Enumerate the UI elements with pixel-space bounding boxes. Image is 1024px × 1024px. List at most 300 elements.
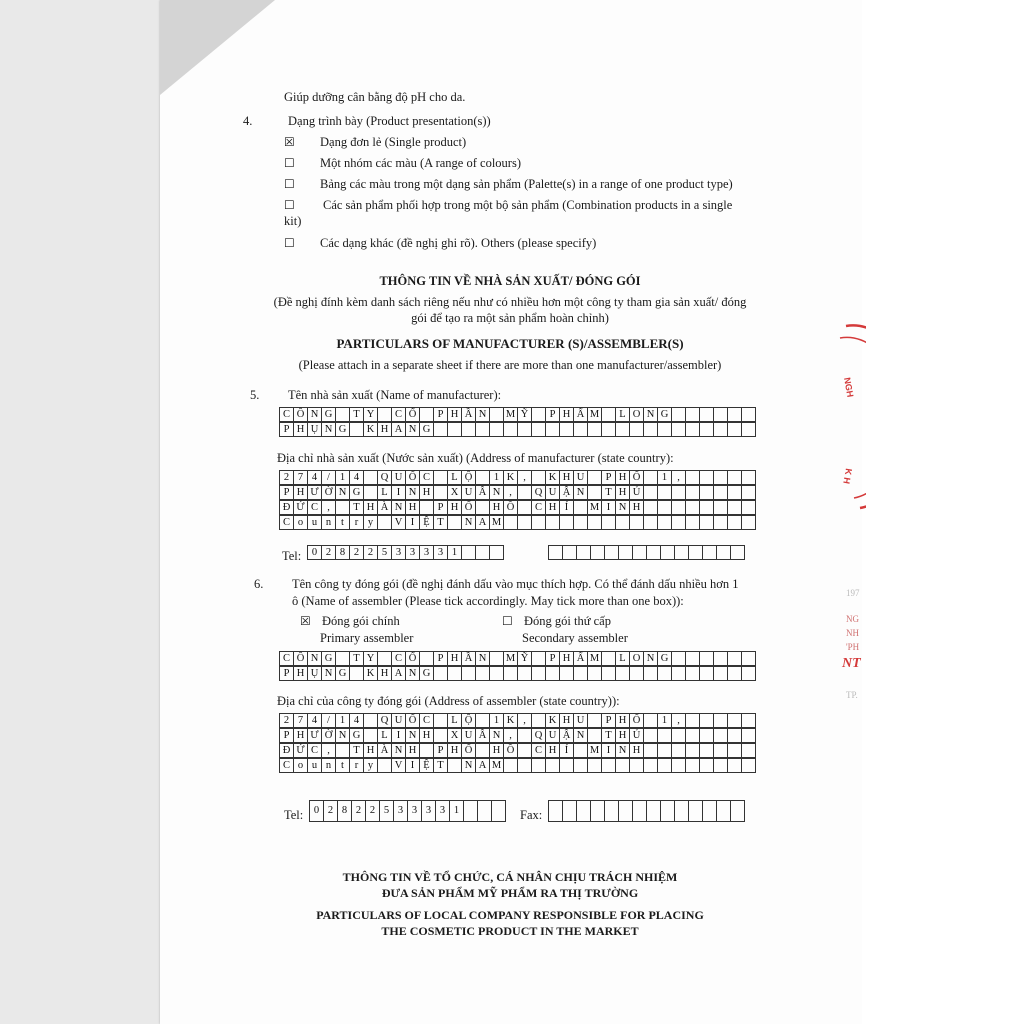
grid-cell <box>646 545 661 560</box>
grid-cell <box>517 500 532 515</box>
grid-cell: Ố <box>405 470 420 485</box>
grid-cell <box>587 485 602 500</box>
grid-cell <box>643 422 658 437</box>
grid-cell: Q <box>377 470 392 485</box>
grid-cell <box>559 758 574 773</box>
grid-cell: M <box>587 407 602 422</box>
grid-cell <box>657 758 672 773</box>
secondary-assembler-vn: Đóng gói thứ cấp <box>524 614 611 628</box>
grid-cell <box>559 422 574 437</box>
assembler-fax-grid[interactable] <box>548 801 745 823</box>
grid-cell <box>615 758 630 773</box>
grid-cell <box>601 515 616 530</box>
assembler-address-grid[interactable] <box>279 714 756 774</box>
grid-cell <box>363 485 378 500</box>
grid-cell <box>447 515 462 530</box>
grid-cell: V <box>391 515 406 530</box>
grid-cell: 2 <box>363 545 378 560</box>
grid-cell: Ộ <box>461 713 476 728</box>
grid-cell <box>727 407 742 422</box>
grid-cell: X <box>447 485 462 500</box>
grid-cell: C <box>307 500 322 515</box>
grid-cell <box>601 758 616 773</box>
grid-cell: A <box>391 666 406 681</box>
grid-cell: H <box>447 500 462 515</box>
grid-cell: 8 <box>335 545 350 560</box>
grid-cell: U <box>391 470 406 485</box>
grid-cell <box>475 470 490 485</box>
grid-cell <box>461 422 476 437</box>
grid-cell: 1 <box>489 470 504 485</box>
grid-cell <box>657 500 672 515</box>
grid-cell <box>685 651 700 666</box>
grid-cell: 1 <box>335 713 350 728</box>
grid-cell: K <box>545 713 560 728</box>
grid-cell <box>699 743 714 758</box>
assembler-label-2: ô (Name of assembler (Please tick accordingly. May tick more than one box)): <box>292 594 684 608</box>
grid-cell: Ố <box>629 470 644 485</box>
manufacturer-address-label: Địa chỉ nhà sản xuất (Nước sản xuất) (Address of manufacturer (state country): <box>277 451 674 465</box>
grid-cell: , <box>671 470 686 485</box>
grid-cell: I <box>391 728 406 743</box>
grid-cell: N <box>307 651 322 666</box>
grid-cell: 7 <box>293 470 308 485</box>
grid-cell <box>671 651 686 666</box>
grid-cell: O <box>629 651 644 666</box>
grid-row <box>279 729 756 744</box>
grid-cell <box>699 407 714 422</box>
grid-cell: Ổ <box>405 651 420 666</box>
grid-cell <box>559 666 574 681</box>
grid-cell: 0 <box>309 800 324 822</box>
option-others-checkbox[interactable]: ☐ <box>284 236 295 250</box>
grid-cell: N <box>475 651 490 666</box>
grid-cell <box>727 713 742 728</box>
grid-cell <box>590 545 605 560</box>
grid-cell: Đ <box>279 743 294 758</box>
grid-cell: G <box>321 651 336 666</box>
grid-cell: 5 <box>379 800 394 822</box>
grid-cell: N <box>405 666 420 681</box>
grid-cell: I <box>601 743 616 758</box>
grid-cell: H <box>629 500 644 515</box>
grid-cell <box>685 743 700 758</box>
grid-cell <box>587 515 602 530</box>
grid-cell: M <box>587 651 602 666</box>
grid-cell <box>741 470 756 485</box>
grid-cell: H <box>419 728 434 743</box>
grid-cell <box>643 500 658 515</box>
grid-cell <box>419 407 434 422</box>
grid-cell: o <box>293 515 308 530</box>
grid-cell: n <box>321 515 336 530</box>
grid-cell: P <box>279 728 294 743</box>
grid-cell: H <box>559 651 574 666</box>
grid-cell: 1 <box>449 800 464 822</box>
grid-cell: M <box>503 651 518 666</box>
grid-cell: Â <box>475 485 490 500</box>
grid-cell: 8 <box>337 800 352 822</box>
grid-cell <box>685 666 700 681</box>
grid-cell <box>590 800 605 822</box>
grid-row <box>279 486 756 501</box>
grid-cell: M <box>587 743 602 758</box>
grid-row <box>279 759 756 774</box>
grid-cell: N <box>573 485 588 500</box>
grid-cell: Ộ <box>461 470 476 485</box>
assembler-tel-label: Tel: <box>284 808 304 822</box>
grid-cell: G <box>419 422 434 437</box>
grid-cell: H <box>363 500 378 515</box>
grid-cell <box>433 470 448 485</box>
grid-cell: 4 <box>307 713 322 728</box>
grid-cell <box>671 758 686 773</box>
grid-cell <box>699 666 714 681</box>
grid-cell: U <box>461 728 476 743</box>
grid-cell: N <box>391 500 406 515</box>
grid-cell: Q <box>531 728 546 743</box>
grid-cell <box>489 422 504 437</box>
manufacturer-note-vn-2: gói để tạo ra một sản phẩm hoàn chỉnh) <box>411 311 609 325</box>
grid-cell <box>517 743 532 758</box>
grid-cell <box>713 470 728 485</box>
grid-cell: H <box>489 500 504 515</box>
grid-cell: U <box>461 485 476 500</box>
grid-cell: À <box>377 500 392 515</box>
grid-cell <box>727 728 742 743</box>
grid-cell: 2 <box>279 713 294 728</box>
margin-fragment: NT <box>842 656 861 671</box>
margin-fragment: NG <box>846 614 859 624</box>
grid-cell <box>657 422 672 437</box>
grid-cell: Ô <box>293 651 308 666</box>
grid-cell <box>685 713 700 728</box>
grid-cell <box>475 500 490 515</box>
grid-cell: N <box>391 743 406 758</box>
grid-cell: U <box>573 470 588 485</box>
grid-cell <box>531 515 546 530</box>
secondary-assembler-checkbox[interactable]: ☐ <box>502 614 513 628</box>
grid-cell: r <box>349 515 364 530</box>
grid-row <box>279 652 756 667</box>
grid-cell <box>741 500 756 515</box>
grid-cell <box>335 743 350 758</box>
grid-cell: X <box>447 728 462 743</box>
grid-cell <box>615 515 630 530</box>
grid-cell: 2 <box>349 545 364 560</box>
grid-cell <box>517 728 532 743</box>
grid-cell <box>562 545 577 560</box>
grid-cell: Ậ <box>559 485 574 500</box>
grid-cell <box>576 800 591 822</box>
grid-cell <box>548 545 563 560</box>
grid-cell <box>447 758 462 773</box>
grid-cell <box>531 470 546 485</box>
grid-cell: Y <box>363 407 378 422</box>
grid-cell: u <box>307 758 322 773</box>
grid-cell: H <box>293 728 308 743</box>
grid-cell <box>713 485 728 500</box>
grid-cell: H <box>545 500 560 515</box>
grid-cell <box>477 800 492 822</box>
grid-cell: P <box>433 651 448 666</box>
grid-cell: T <box>349 500 364 515</box>
grid-cell <box>685 758 700 773</box>
grid-cell <box>699 758 714 773</box>
grid-cell <box>713 651 728 666</box>
grid-cell: C <box>391 651 406 666</box>
grid-cell: H <box>545 743 560 758</box>
grid-cell <box>699 713 714 728</box>
grid-cell: N <box>405 728 420 743</box>
grid-cell: L <box>377 728 392 743</box>
grid-cell: Ệ <box>419 515 434 530</box>
grid-row <box>279 516 756 531</box>
grid-cell: I <box>405 758 420 773</box>
assembler-tel-grid[interactable] <box>309 801 506 823</box>
option-colours-checkbox[interactable]: ☐ <box>284 156 295 170</box>
grid-cell: K <box>545 470 560 485</box>
manufacturer-name-grid[interactable] <box>279 408 756 438</box>
grid-row <box>548 801 745 823</box>
grid-cell <box>727 470 742 485</box>
grid-cell <box>716 800 731 822</box>
grid-cell: P <box>279 666 294 681</box>
grid-cell: N <box>489 485 504 500</box>
grid-cell: Ờ <box>321 728 336 743</box>
grid-cell: Ố <box>461 743 476 758</box>
assembler-name-grid[interactable] <box>279 652 756 682</box>
option-palette-checkbox[interactable]: ☐ <box>284 177 295 191</box>
grid-row <box>309 801 506 823</box>
grid-cell: Ố <box>629 713 644 728</box>
grid-cell <box>463 800 478 822</box>
grid-cell <box>657 515 672 530</box>
option-single-checkbox[interactable]: ☒ <box>284 135 295 149</box>
grid-cell: H <box>363 743 378 758</box>
grid-cell: H <box>559 407 574 422</box>
grid-cell: , <box>671 713 686 728</box>
grid-cell: T <box>349 743 364 758</box>
grid-cell <box>601 407 616 422</box>
margin-fragment: 197 <box>846 588 860 598</box>
grid-cell: 5 <box>377 545 392 560</box>
grid-cell <box>545 422 560 437</box>
grid-cell <box>699 515 714 530</box>
grid-row <box>279 471 756 486</box>
grid-cell: 2 <box>321 545 336 560</box>
grid-cell <box>657 485 672 500</box>
grid-cell <box>741 485 756 500</box>
grid-cell: 4 <box>349 470 364 485</box>
grid-cell <box>685 470 700 485</box>
grid-cell <box>419 500 434 515</box>
grid-cell: H <box>293 422 308 437</box>
grid-cell: C <box>279 758 294 773</box>
grid-cell <box>727 515 742 530</box>
grid-cell: G <box>349 728 364 743</box>
grid-cell <box>349 666 364 681</box>
manufacturer-name-label: Tên nhà sản xuất (Name of manufacturer): <box>288 388 502 402</box>
grid-cell <box>671 666 686 681</box>
grid-cell <box>517 485 532 500</box>
grid-cell <box>688 800 703 822</box>
grid-cell: 4 <box>307 470 322 485</box>
grid-cell: 2 <box>351 800 366 822</box>
grid-cell <box>475 743 490 758</box>
grid-cell <box>713 500 728 515</box>
grid-cell: y <box>363 515 378 530</box>
grid-cell <box>643 728 658 743</box>
grid-cell <box>671 728 686 743</box>
grid-cell <box>643 485 658 500</box>
grid-cell <box>713 515 728 530</box>
grid-cell: , <box>517 470 532 485</box>
grid-cell: 3 <box>393 800 408 822</box>
local-title-en-2: THE COSMETIC PRODUCT IN THE MARKET <box>381 924 639 938</box>
grid-cell: 3 <box>405 545 420 560</box>
grid-cell: N <box>461 515 476 530</box>
grid-cell: Ụ <box>307 422 322 437</box>
grid-cell: H <box>629 743 644 758</box>
grid-cell: N <box>615 743 630 758</box>
grid-cell <box>517 422 532 437</box>
grid-cell <box>643 515 658 530</box>
grid-cell: C <box>279 651 294 666</box>
grid-cell: H <box>615 485 630 500</box>
grid-cell <box>491 800 506 822</box>
grid-cell <box>699 422 714 437</box>
grid-cell <box>335 651 350 666</box>
grid-cell <box>433 728 448 743</box>
grid-cell <box>660 545 675 560</box>
grid-cell <box>688 545 703 560</box>
grid-cell <box>699 470 714 485</box>
grid-cell: C <box>391 407 406 422</box>
grid-cell <box>685 728 700 743</box>
grid-cell: H <box>559 713 574 728</box>
grid-cell <box>685 422 700 437</box>
grid-cell <box>643 666 658 681</box>
grid-cell: Ờ <box>321 485 336 500</box>
grid-cell <box>475 545 490 560</box>
grid-cell <box>730 545 745 560</box>
grid-cell <box>671 500 686 515</box>
grid-cell: 1 <box>489 713 504 728</box>
grid-cell <box>727 651 742 666</box>
grid-cell <box>629 666 644 681</box>
grid-cell: Ứ <box>293 500 308 515</box>
manufacturer-fax-grid[interactable] <box>548 546 745 561</box>
grid-cell <box>632 800 647 822</box>
grid-cell: H <box>419 485 434 500</box>
grid-cell <box>741 515 756 530</box>
grid-cell <box>671 743 686 758</box>
secondary-assembler-en: Secondary assembler <box>522 631 628 645</box>
grid-cell <box>562 800 577 822</box>
page-fold <box>160 0 275 95</box>
grid-cell: Ồ <box>503 743 518 758</box>
grid-cell <box>643 470 658 485</box>
grid-cell <box>503 422 518 437</box>
grid-cell: 2 <box>365 800 380 822</box>
grid-cell: K <box>363 666 378 681</box>
grid-cell <box>741 666 756 681</box>
grid-cell <box>727 422 742 437</box>
grid-cell <box>713 666 728 681</box>
grid-cell: r <box>349 758 364 773</box>
grid-cell: N <box>643 651 658 666</box>
grid-cell: , <box>321 743 336 758</box>
grid-cell: T <box>601 728 616 743</box>
grid-cell <box>587 713 602 728</box>
grid-cell <box>587 666 602 681</box>
manufacturer-address-grid[interactable] <box>279 471 756 531</box>
grid-cell <box>713 407 728 422</box>
grid-cell: C <box>531 743 546 758</box>
grid-cell <box>335 500 350 515</box>
local-title-vn-1: THÔNG TIN VỀ TỔ CHỨC, CÁ NHÂN CHỊU TRÁCH NHIỆM <box>342 870 678 884</box>
grid-cell <box>475 713 490 728</box>
grid-cell <box>545 666 560 681</box>
grid-cell: L <box>447 470 462 485</box>
grid-cell <box>475 666 490 681</box>
grid-row <box>279 501 756 516</box>
grid-cell <box>377 515 392 530</box>
grid-cell: P <box>545 407 560 422</box>
assembler-address-label: Địa chỉ của công ty đóng gói (Address of assembler (state country)): <box>277 694 620 708</box>
grid-cell: Í <box>559 500 574 515</box>
grid-cell: U <box>545 728 560 743</box>
grid-cell <box>573 666 588 681</box>
grid-cell: o <box>293 758 308 773</box>
primary-assembler-checkbox[interactable]: ☒ <box>300 614 311 628</box>
grid-cell: 3 <box>421 800 436 822</box>
grid-cell: G <box>419 666 434 681</box>
grid-cell: H <box>405 500 420 515</box>
grid-cell <box>559 515 574 530</box>
option-kit-checkbox[interactable]: ☐ <box>284 198 295 212</box>
grid-cell <box>531 651 546 666</box>
grid-cell <box>604 545 619 560</box>
grid-cell: N <box>335 485 350 500</box>
grid-cell: 3 <box>419 545 434 560</box>
grid-cell: T <box>349 407 364 422</box>
grid-cell <box>713 713 728 728</box>
grid-cell: G <box>349 485 364 500</box>
manufacturer-tel-grid[interactable] <box>307 546 504 561</box>
grid-cell <box>674 545 689 560</box>
grid-cell: N <box>615 500 630 515</box>
grid-cell <box>727 500 742 515</box>
grid-cell: H <box>447 651 462 666</box>
grid-cell <box>503 515 518 530</box>
grid-cell: I <box>391 485 406 500</box>
grid-cell: y <box>363 758 378 773</box>
grid-cell: P <box>601 713 616 728</box>
grid-cell: N <box>461 758 476 773</box>
grid-cell: 2 <box>279 470 294 485</box>
grid-cell <box>503 666 518 681</box>
option-kit-label: Các sản phẩm phối hợp trong một bộ sản phẩm (Combination products in a single <box>323 198 733 212</box>
grid-cell <box>713 422 728 437</box>
grid-cell <box>702 545 717 560</box>
grid-cell: O <box>629 407 644 422</box>
grid-cell: 0 <box>307 545 322 560</box>
grid-cell <box>727 485 742 500</box>
grid-cell: M <box>587 500 602 515</box>
grid-cell <box>730 800 745 822</box>
